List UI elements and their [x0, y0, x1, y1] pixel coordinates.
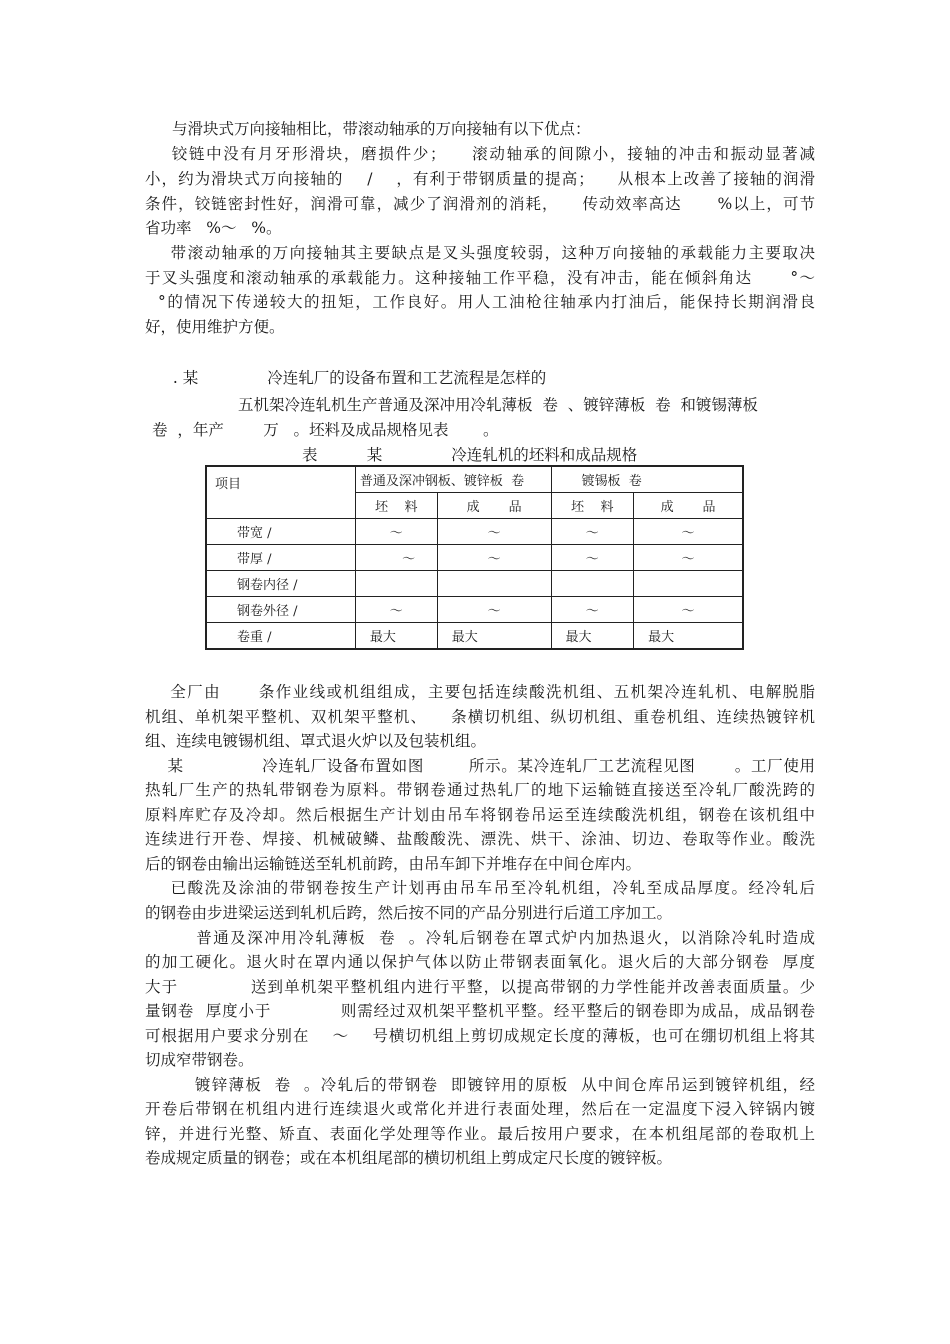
table-cell [355, 571, 437, 597]
paragraph-line: 铰链中没有月牙形滑块，磨损件少； 滚动轴承的间隙小，接轴的冲击和振动显著减 [145, 145, 815, 163]
paragraph-line: 量钢卷 厚度小于 则需经过双机架平整机平整。经平整后的钢卷即为成品，成品钢卷 [145, 1002, 815, 1020]
table-cell: ～ [551, 597, 634, 623]
row-label: 钢卷内径 / [206, 571, 355, 597]
table-cell: ～ [437, 519, 551, 545]
paragraph-line: 小，约为滑块式万向接轴的 / ，有利于带钢质量的提高； 从根本上改善了接轴的润滑 [145, 170, 815, 188]
paragraph-line: 锌，并进行光整、矫直、表面化学处理等作业。最后按用户要求，在本机组尾部的卷取机上 [145, 1125, 815, 1143]
paragraph-line: 卷成规定质量的钢卷；或在本机组尾部的横切机组上剪成定尺长度的镀锌板。 [145, 1149, 673, 1167]
row-label: 带厚 / [206, 545, 355, 571]
table-subheader: 成 品 [634, 493, 743, 519]
paragraph-line: 切成窄带钢卷。 [145, 1051, 254, 1069]
table-header-group: 镀锡板 卷 [551, 466, 743, 493]
paragraph-line: °的情况下传递较大的扭矩，工作良好。用人工油枪往轴承内打油后，能保持长期润滑良 [145, 293, 815, 311]
table-row [206, 519, 743, 545]
paragraph-line: 的加工硬化。退火时在罩内通以保护气体以防止带钢表面氧化。退火后的大部分钢卷 厚度 [145, 953, 815, 971]
table-cell: ～ [634, 519, 743, 545]
section-heading: . 某 冷连轧厂的设备布置和工艺流程是怎样的 [168, 369, 547, 387]
paragraph-line: 开卷后带钢在机组内进行连续退火或常化并进行表面处理，然后在一定温度下浸入锌锅内镀 [145, 1100, 815, 1118]
row-label: 带宽 / [206, 519, 355, 545]
paragraph-line: 与滑块式万向接轴相比，带滚动轴承的万向接轴有以下优点： [172, 120, 591, 138]
paragraph-line: 普通及深冲用冷轧薄板 卷 。冷轧后钢卷在罩式炉内加热退火，以消除冷轧时造成 [145, 929, 815, 947]
table-row [206, 545, 743, 571]
intro-line: 卷 ，年产 万 。坯料及成品规格见表 。 [152, 421, 499, 439]
paragraph-line: 机组、单机架平整机、双机架平整机、 条横切机组、纵切机组、重卷机组、连续热镀锌机 [145, 708, 815, 726]
table-cell: ～ [551, 519, 634, 545]
paragraph-line: 条件，铰链密封性好，润滑可靠，减少了润滑剂的消耗， 传动效率高达 %以上，可节 [145, 195, 815, 213]
intro-line: 五机架冷连轧机生产普通及深冲用冷轧薄板 卷 、镀锌薄板 卷 和镀锡薄板 [238, 396, 758, 414]
paragraph-line: 大于 送到单机架平整机组内进行平整，以提高带钢的力学性能并改善表面质量。少 [145, 978, 815, 996]
table-cell [634, 571, 743, 597]
paragraph-line: 可根据用户要求分别在 ～ 号横切机组上剪切成规定长度的薄板，也可在绷切机组上将其 [145, 1027, 815, 1045]
paragraph-line: 全厂由 条作业线或机组组成，主要包括连续酸洗机组、五机架冷连轧机、电解脱脂 [145, 683, 815, 701]
row-label: 钢卷外径 / [206, 597, 355, 623]
table-header-group: 普通及深冲钢板、镀锌板 卷 [355, 466, 551, 493]
paragraph-line: 原料库贮存及冷却。然后根据生产计划由吊车将钢卷吊运至连续酸洗机组，钢卷在该机组中 [145, 806, 815, 824]
table-subheader: 坯 料 [355, 493, 437, 519]
spec-table [205, 465, 744, 650]
paragraph-line: 组、连续电镀锡机组、罩式退火炉以及包装机组。 [145, 732, 487, 750]
paragraph-line: 的钢卷由步进梁运送到轧机后跨，然后按不同的产品分别进行后道工序加工。 [145, 904, 673, 922]
row-label: 卷重 / [206, 623, 355, 650]
paragraph-line: 热轧厂生产的热轧带钢卷为原料。带钢卷通过热轧厂的地下运输链直接送至冷轧厂酸洗跨的 [145, 781, 815, 799]
table-cell: ～ [437, 545, 551, 571]
table-caption: 表 某 冷连轧机的坯料和成品规格 [302, 446, 638, 464]
table-cell: ～ [355, 597, 437, 623]
paragraph-line: 于叉头强度和滚动轴承的承载能力。这种接轴工作平稳，没有冲击，能在倾斜角达 °～ [145, 269, 815, 287]
table-row [206, 571, 743, 597]
table-row [206, 623, 743, 650]
table-row [206, 597, 743, 623]
table-subheader: 坯 料 [551, 493, 634, 519]
paragraph-line: 带滚动轴承的万向接轴其主要缺点是叉头强度较弱，这种万向接轴的承载能力主要取决 [145, 244, 815, 262]
paragraph-line: 省功率 %～ %。 [145, 219, 282, 237]
paragraph-line: 已酸洗及涂油的带钢卷按生产计划再由吊车吊至冷轧机组，冷轧至成品厚度。经冷轧后 [145, 879, 815, 897]
paragraph-line: 好，使用维护方便。 [145, 318, 285, 336]
table-header-row [206, 466, 743, 493]
table-cell: 最大 [634, 623, 743, 650]
table-cell: ～ [355, 545, 437, 571]
table-cell [437, 571, 551, 597]
table-cell [551, 571, 634, 597]
table-subheader: 成 品 [437, 493, 551, 519]
paragraph-line: 镀锌薄板 卷 。冷轧后的带钢卷 即镀锌用的原板 从中间仓库吊运到镀锌机组，经 [145, 1076, 815, 1094]
table-cell: ～ [634, 597, 743, 623]
table-cell: 最大 [551, 623, 634, 650]
table-cell: ～ [437, 597, 551, 623]
table-cell: 最大 [355, 623, 437, 650]
table-cell: ～ [634, 545, 743, 571]
table-cell: ～ [551, 545, 634, 571]
table-cell: ～ [355, 519, 437, 545]
paragraph-line: 某 冷连轧厂设备布置如图 所示。某冷连轧厂工艺流程见图 。工厂使用 [145, 757, 815, 775]
paragraph-line: 后的钢卷由输出运输链送至轧机前跨，由吊车卸下并堆存在中间仓库内。 [145, 855, 642, 873]
paragraph-line: 连续进行开卷、焊接、机械破鳞、盐酸酸洗、漂洗、烘干、涂油、切边、卷取等作业。酸洗 [145, 830, 815, 848]
table-header-item: 项目 [206, 466, 355, 519]
table-cell: 最大 [437, 623, 551, 650]
